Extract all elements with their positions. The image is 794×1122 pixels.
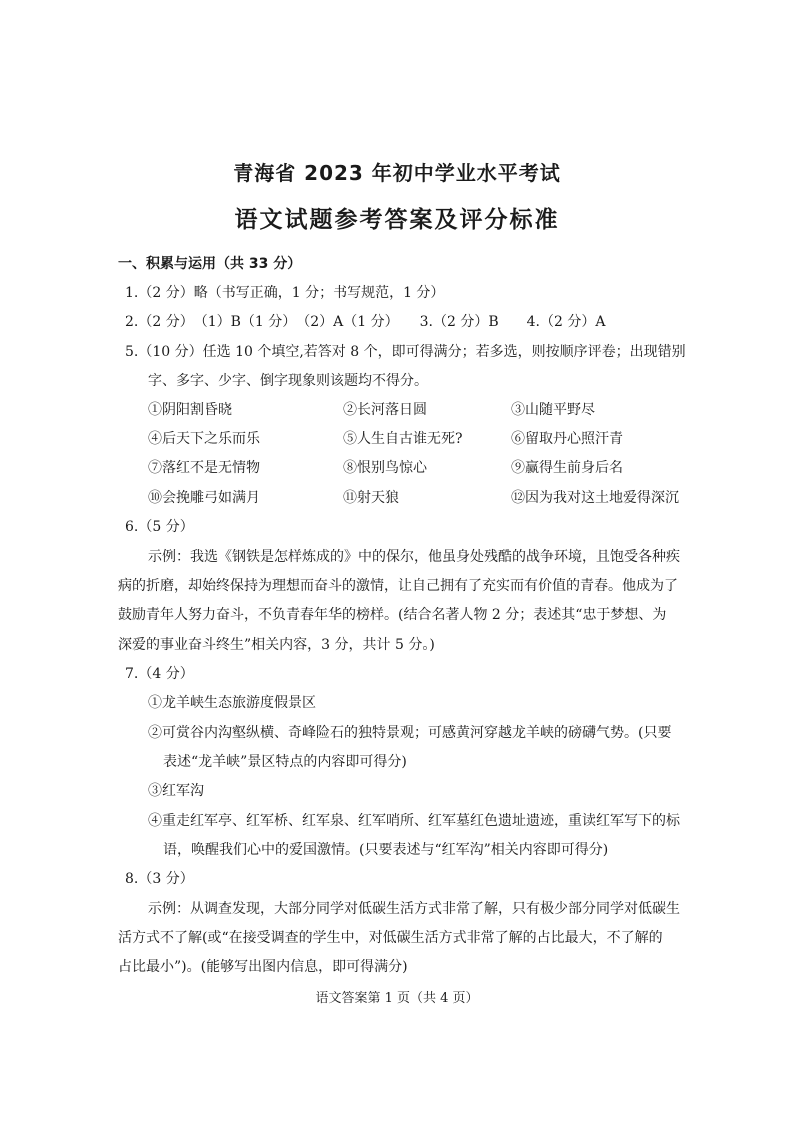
question-6-line: 病的折磨，却始终保持为理想而奋斗的激情，让自己拥有了充实而有价值的青春。他成为了 <box>118 578 678 594</box>
q5-answer: ③山随平野尽 <box>511 402 595 418</box>
q5-answer: ⑤人生自古谁无死? <box>343 431 463 447</box>
q5-answer: ⑦落红不是无情物 <box>148 460 260 476</box>
question-6-line: 深爱的事业奋斗终生”相关内容，3 分，共计 5 分。) <box>118 637 435 653</box>
q5-answer: ①阴阳割昏晓 <box>148 402 232 418</box>
questions-2-4: 2.（2 分） （1）B（1 分） （2）A（1 分） 3.（2 分）B 4.（2 分）A <box>125 314 606 330</box>
question-7-answer-cont: 语，唤醒我们心中的爱国激情。(只要表述与“红军沟”相关内容即可得分) <box>163 842 609 858</box>
question-6-heading: 6.（5 分） <box>125 519 194 535</box>
q5-answer: ⑧恨别鸟惊心 <box>343 460 427 476</box>
q5-answer: ⑩会挽雕弓如满月 <box>148 490 260 506</box>
question-8-line: 活方式不了解(或“在接受调查的学生中，对低碳生活方式非常了解的占比最大，不了解的 <box>118 930 663 946</box>
exam-title: 青海省 2023 年初中学业水平考试 <box>233 161 561 185</box>
section-heading: 一、积累与运用（共 33 分） <box>118 256 302 272</box>
q5-answer: ②长河落日圆 <box>343 402 427 418</box>
q5-answer: ④后天下之乐而乐 <box>148 431 260 447</box>
q5-answer: ⑪射天狼 <box>343 490 399 506</box>
question-7-heading: 7.（4 分） <box>125 666 194 682</box>
question-6-line: 示例：我选《钢铁是怎样炼成的》中的保尔，他虽身处残酷的战争环境，且饱受各种疾 <box>148 549 680 565</box>
question-5-instructions: 5.（10 分）任选 10 个填空,若答对 8 个，即可得满分；若多选，则按顺序评卷；出现错别 <box>125 344 686 360</box>
q5-answer: ⑫因为我对这土地爱得深沉 <box>511 490 679 506</box>
question-7-answer: ②可赏谷内沟壑纵横、奇峰险石的独特景观；可感黄河穿越龙羊峡的磅礴气势。(只要 <box>148 725 672 741</box>
question-8-heading: 8.（3 分） <box>125 871 194 887</box>
page-footer: 语文答案第 1 页（共 4 页） <box>315 991 479 1006</box>
q5-answer: ⑨赢得生前身后名 <box>511 460 623 476</box>
exam-subtitle: 语文试题参考答案及评分标准 <box>234 207 560 233</box>
question-7-answer: ④重走红军亭、红军桥、红军泉、红军哨所、红军墓红色遗址遗迹，重读红军写下的标 <box>148 813 680 829</box>
question-7-answer: ①龙羊峡生态旅游度假景区 <box>148 695 316 711</box>
question-7-answer-cont: 表述“龙羊峡”景区特点的内容即可得分) <box>163 754 407 770</box>
question-1: 1.（2 分）略（书写正确，1 分；书写规范，1 分） <box>125 285 445 301</box>
question-8-line: 示例：从调查发现，大部分同学对低碳生活方式非常了解，只有极少部分同学对低碳生 <box>148 901 680 917</box>
question-6-line: 鼓励青年人努力奋斗，不负青春年华的榜样。(结合名著人物 2 分；表述其“忠于梦想、为 <box>118 607 667 623</box>
question-8-line: 占比最小”)。(能够写出图内信息，即可得满分) <box>118 959 408 975</box>
question-5-instructions-cont: 字、多字、少字、倒字现象则该题均不得分。 <box>148 373 428 389</box>
q5-answer: ⑥留取丹心照汗青 <box>511 431 623 447</box>
question-7-answer: ③红军沟 <box>148 783 204 799</box>
